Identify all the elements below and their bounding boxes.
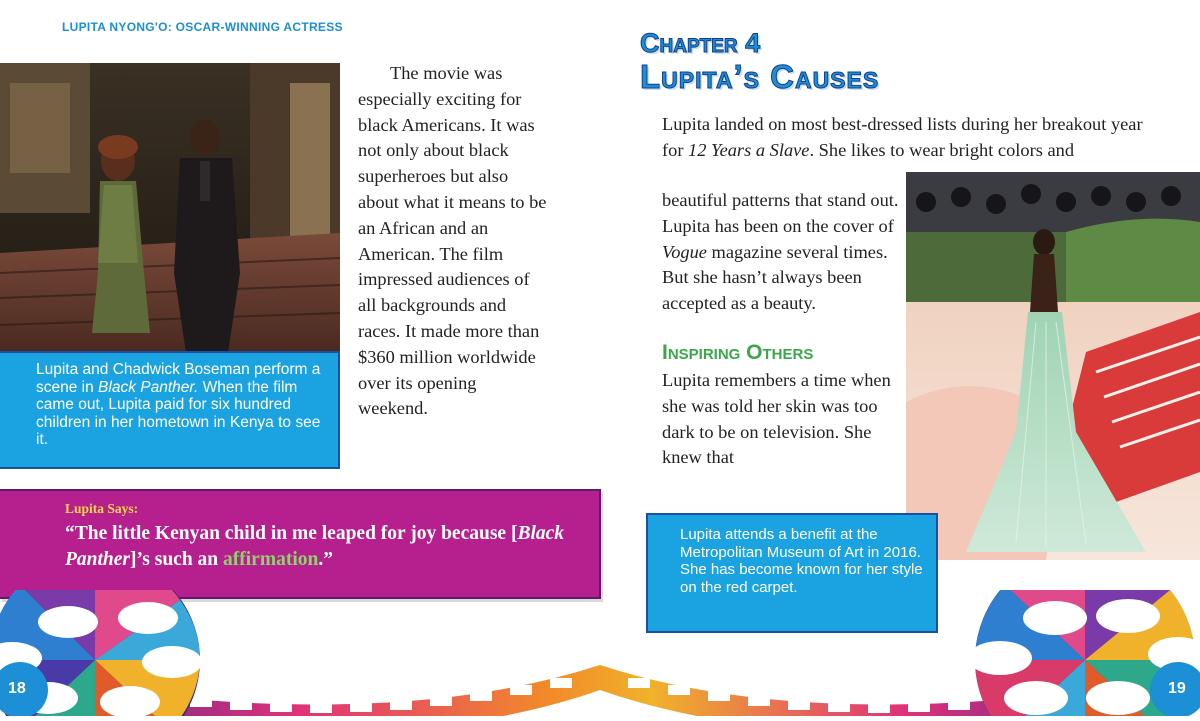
page-number-left: 18: [8, 680, 26, 697]
quote-part: “The little Kenyan child in me leaped for joy because [: [65, 523, 518, 544]
left-body-text: [358, 61, 548, 422]
intro-text: Lupita landed on most best-dressed lists during her breakout year for: [662, 114, 1143, 160]
body-paragraph: Lupita remembers a time when she was told her skin was too dark to be on television. She knew that: [662, 370, 891, 468]
running-subtitle: OSCAR-WINNING ACTRESS: [175, 20, 343, 34]
caption-text: Lupita and Chadwick Boseman perform a scene in: [36, 361, 321, 396]
film-strip-decoration: [0, 590, 1200, 716]
photo-black-panther-scene: [0, 63, 340, 353]
quote-film-title: Black Panther: [65, 523, 565, 570]
body-paragraph: [662, 188, 902, 317]
intro-text-continued: . She likes to wear bright colors and: [809, 139, 1075, 160]
right-body-text-2: [662, 368, 902, 471]
quote-part: ]’s such an: [130, 549, 224, 570]
film-reel-right: [968, 590, 1200, 716]
body-paragraph: The movie was especially exciting for black Americans. It was not only about black superheroes but also about what it means to be an African and an American. The film impressed audiences of all backgrounds and races. It made more than $360 million worldwide over its opening weekend.: [358, 63, 547, 419]
right-intro-text: [662, 112, 1152, 164]
caption-film-title: Black Panther.: [98, 378, 199, 396]
running-header: [62, 20, 343, 34]
caption-text-continued: When the film came out, Lupita paid for six hundred children in her hometown in Kenya to see it.: [36, 378, 321, 448]
running-title: LUPITA NYONG'O:: [62, 20, 173, 34]
film-reel-left: [0, 590, 202, 716]
intro-film-title: 12 Years a Slave: [688, 139, 810, 160]
quote-label: Lupita Says:: [65, 501, 139, 516]
quote-highlight-word: affirmation: [223, 549, 319, 570]
photo-met-gala: [906, 172, 1200, 560]
photo-caption-left: [0, 351, 340, 469]
chapter-title: Lupita’s Causes: [640, 58, 880, 95]
quote-part: .”: [318, 549, 333, 570]
photo-caption-right: Lupita attends a benefit at the Metropolitan Museum of Art in 2016. She has become known for her style on the red carpet.: [646, 513, 938, 633]
quote-text: [65, 521, 585, 573]
page-number-right: 19: [1168, 680, 1186, 697]
chapter-number: Chapter 4: [640, 28, 761, 58]
right-body-text: [662, 188, 902, 317]
body-text: beautiful patterns that stand out. Lupita has been on the cover of: [662, 190, 899, 236]
section-subheading: Inspiring Others: [662, 341, 814, 364]
magazine-name: Vogue: [662, 241, 707, 262]
intro-paragraph: [662, 112, 1152, 164]
body-text-continued: magazine several times. But she hasn’t always been accepted as a beauty.: [662, 241, 888, 314]
